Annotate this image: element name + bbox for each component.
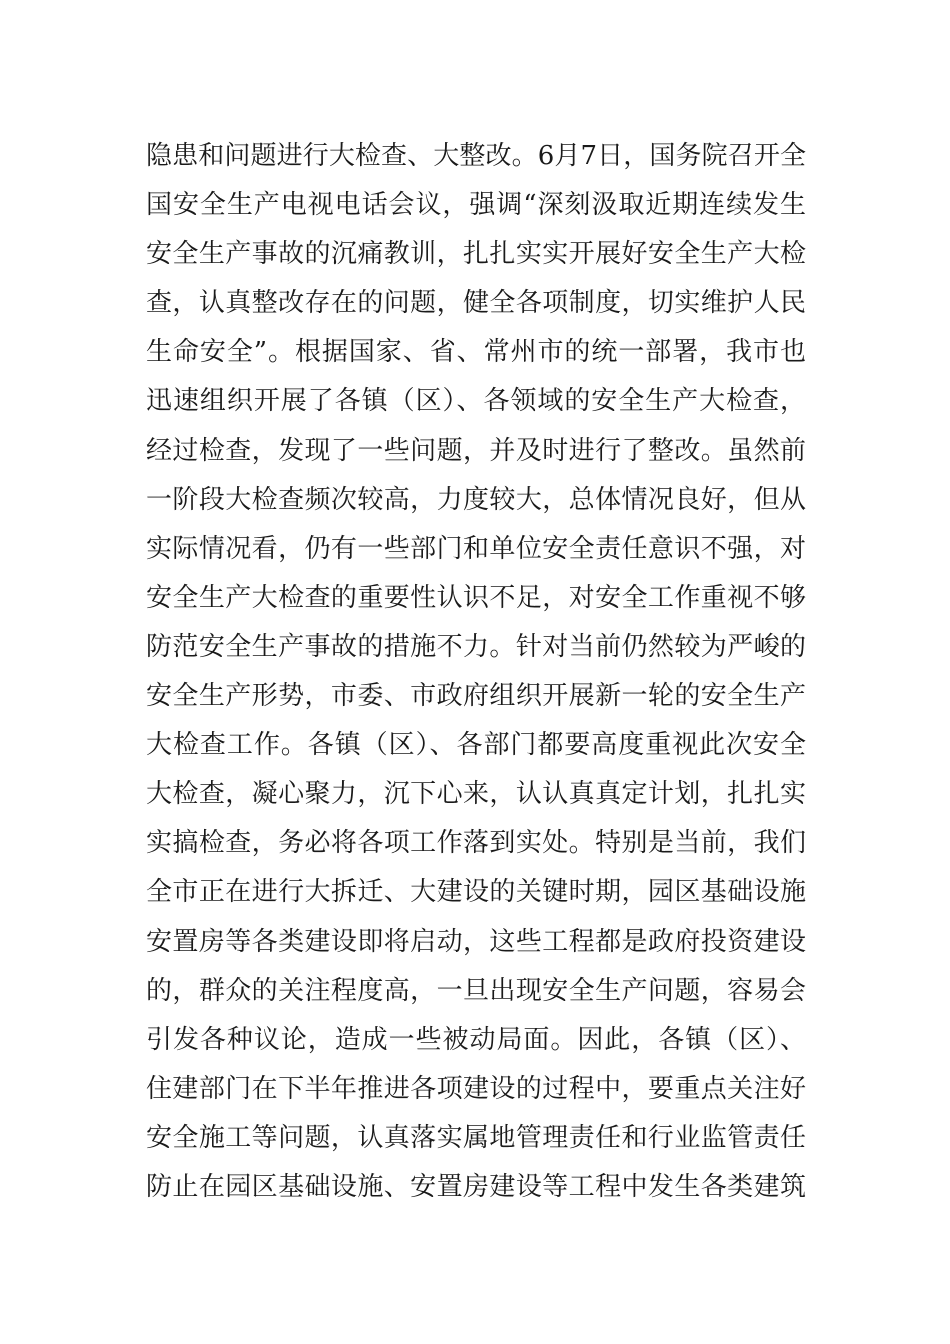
text-line-22: 防止在园区基础设施、安置房建设等工程中发生各类建筑 — [146, 1171, 806, 1202]
text-line-20: 住建部门在下半年推进各项建设的过程中，要重点关注好 — [146, 1073, 806, 1104]
body-text — [146, 132, 806, 1212]
text-line-15: 实搞检查，务必将各项工作落到实处。特别是当前，我们 — [146, 828, 806, 859]
text-line-12: 安全生产形势，市委、市政府组织开展新一轮的安全生产 — [146, 681, 806, 712]
text-line-14: 大检查，凝心聚力，沉下心来，认认真真定计划，扎扎实 — [146, 779, 806, 810]
text-line-16: 全市正在进行大拆迁、大建设的关键时期，园区基础设施 — [146, 877, 806, 908]
text-line-3: 安全生产事故的沉痛教训，扎扎实实开展好安全生产大检 — [146, 239, 806, 270]
text-line-18: 的，群众的关注程度高，一旦出现安全生产问题，容易会 — [146, 975, 806, 1006]
text-line-8: 一阶段大检查频次较高，力度较大，总体情况良好，但从 — [146, 484, 806, 515]
text-line-21: 安全施工等问题，认真落实属地管理责任和行业监管责任 — [146, 1122, 806, 1153]
text-line-19: 引发各种议论，造成一些被动局面。因此，各镇（区）、 — [146, 1024, 806, 1055]
text-line-7: 经过检查，发现了一些问题，并及时进行了整改。虽然前 — [146, 435, 806, 466]
text-line-11: 防范安全生产事故的措施不力。针对当前仍然较为严峻的 — [146, 631, 806, 662]
text-line-6: 迅速组织开展了各镇（区）、各领域的安全生产大检查， — [146, 386, 806, 417]
text-line-10: 安全生产大检查的重要性认识不足，对安全工作重视不够 — [146, 582, 806, 613]
text-line-9: 实际情况看，仍有一些部门和单位安全责任意识不强，对 — [146, 533, 806, 564]
text-line-13: 大检查工作。各镇（区）、各部门都要高度重视此次安全 — [146, 730, 806, 761]
text-line-1: 隐患和问题进行大检查、大整改。6月7日，国务院召开全 — [146, 141, 806, 171]
text-line-5: 生命安全”。根据国家、省、常州市的统一部署，我市也 — [146, 337, 806, 368]
text-line-4: 查，认真整改存在的问题，健全各项制度，切实维护人民 — [146, 288, 806, 319]
text-line-17: 安置房等各类建设即将启动，这些工程都是政府投资建设 — [146, 926, 806, 957]
text-line-2: 国安全生产电视电话会议，强调“深刻汲取近期连续发生 — [146, 190, 806, 221]
